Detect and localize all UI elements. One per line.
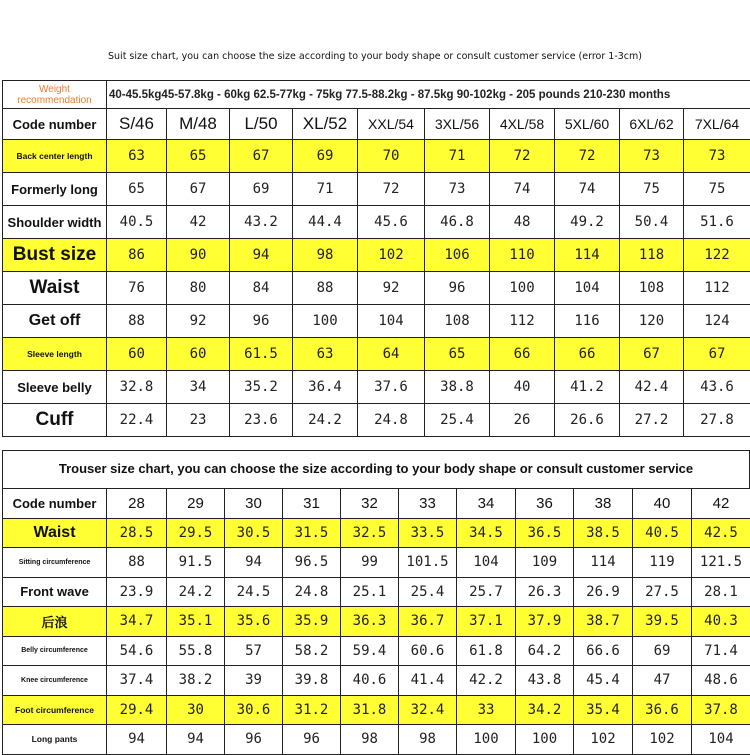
suit-measure-value: 26 — [490, 404, 555, 437]
trouser-measure-value: 55.8 — [167, 636, 225, 666]
trouser-measure-value: 60.6 — [399, 636, 457, 666]
trouser-measure-value: 35.1 — [167, 607, 225, 637]
suit-measure-label: Bust size — [3, 239, 107, 272]
trouser-measure-value: 29.5 — [167, 518, 225, 548]
trouser-measure-label: Sitting circumference — [3, 548, 107, 578]
suit-measure-value: 110 — [490, 239, 555, 272]
trouser-code-label: Code number — [3, 489, 107, 519]
suit-measure-value: 75 — [684, 173, 750, 206]
trouser-measure-value: 121.5 — [692, 548, 750, 578]
trouser-measure-value: 88 — [107, 548, 167, 578]
trouser-measure-value: 38.7 — [574, 607, 633, 637]
suit-measure-value: 63 — [293, 338, 358, 371]
trouser-measure-value: 36.6 — [633, 695, 692, 725]
suit-size-code: 3XL/56 — [425, 109, 490, 140]
suit-measure-value: 92 — [167, 305, 230, 338]
suit-measure-label: Waist — [3, 272, 107, 305]
suit-measure-value: 37.6 — [358, 371, 425, 404]
suit-measure-value: 94 — [230, 239, 293, 272]
suit-measure-value: 24.8 — [358, 404, 425, 437]
suit-measure-value: 102 — [358, 239, 425, 272]
suit-measure-value: 42.4 — [620, 371, 684, 404]
trouser-measure-value: 33.5 — [399, 518, 457, 548]
suit-measure-value: 112 — [490, 305, 555, 338]
trouser-chart-note: Trouser size chart, you can choose the size according to your body shape or consult customer service — [3, 451, 749, 476]
trouser-measure-value: 104 — [692, 725, 750, 755]
suit-measure-value: 76 — [107, 272, 167, 305]
trouser-measure-value: 30 — [167, 695, 225, 725]
suit-size-code: 6XL/62 — [620, 109, 684, 140]
trouser-measure-value: 35.6 — [225, 607, 283, 637]
suit-measure-row — [3, 173, 750, 206]
suit-measure-value: 71 — [425, 140, 490, 173]
trouser-measure-value: 34.7 — [107, 607, 167, 637]
trouser-size-code: 29 — [167, 489, 225, 519]
trouser-measure-value: 96 — [225, 725, 283, 755]
trouser-measure-label: Front wave — [3, 577, 107, 607]
trouser-size-code: 32 — [341, 489, 399, 519]
suit-size-code: 4XL/58 — [490, 109, 555, 140]
trouser-size-code: 36 — [516, 489, 574, 519]
suit-measure-row — [3, 338, 750, 371]
suit-measure-value: 61.5 — [230, 338, 293, 371]
suit-measure-value: 34 — [167, 371, 230, 404]
trouser-measure-value: 25.1 — [341, 577, 399, 607]
suit-measure-value: 49.2 — [555, 206, 620, 239]
trouser-size-code: 38 — [574, 489, 633, 519]
suit-measure-label: Shoulder width — [3, 206, 107, 239]
suit-measure-label: Sleeve belly — [3, 371, 107, 404]
suit-measure-value: 42 — [167, 206, 230, 239]
trouser-size-code: 30 — [225, 489, 283, 519]
trouser-measure-value: 58.2 — [283, 636, 341, 666]
trouser-measure-value: 48.6 — [692, 666, 750, 696]
suit-measure-value: 100 — [293, 305, 358, 338]
suit-size-code: 5XL/60 — [555, 109, 620, 140]
trouser-measure-value: 31.2 — [283, 695, 341, 725]
suit-measure-value: 27.2 — [620, 404, 684, 437]
suit-code-label: Code number — [3, 109, 107, 140]
suit-measure-value: 66 — [490, 338, 555, 371]
suit-size-code: 7XL/64 — [684, 109, 750, 140]
suit-measure-value: 45.6 — [358, 206, 425, 239]
suit-measure-value: 24.2 — [293, 404, 358, 437]
trouser-measure-value: 66.6 — [574, 636, 633, 666]
suit-measure-row — [3, 404, 750, 437]
suit-measure-value: 60 — [167, 338, 230, 371]
trouser-measure-row — [3, 695, 750, 725]
suit-measure-value: 73 — [620, 140, 684, 173]
suit-measure-value: 71 — [293, 173, 358, 206]
suit-measure-value: 65 — [107, 173, 167, 206]
suit-code-row — [3, 109, 750, 140]
trouser-measure-value: 45.4 — [574, 666, 633, 696]
suit-measure-row — [3, 206, 750, 239]
trouser-measure-value: 29.4 — [107, 695, 167, 725]
trouser-measure-value: 37.9 — [516, 607, 574, 637]
trouser-measure-value: 59.4 — [341, 636, 399, 666]
suit-measure-value: 90 — [167, 239, 230, 272]
suit-measure-value: 74 — [555, 173, 620, 206]
suit-measure-value: 50.4 — [620, 206, 684, 239]
trouser-measure-value: 69 — [633, 636, 692, 666]
trouser-size-code: 34 — [457, 489, 516, 519]
weight-label-line2: recommendation — [3, 95, 106, 106]
suit-measure-value: 92 — [358, 272, 425, 305]
suit-measure-value: 70 — [358, 140, 425, 173]
trouser-measure-value: 36.5 — [516, 518, 574, 548]
trouser-measure-value: 37.4 — [107, 666, 167, 696]
trouser-measure-value: 102 — [574, 725, 633, 755]
suit-measure-value: 88 — [107, 305, 167, 338]
suit-measure-value: 67 — [230, 140, 293, 173]
trouser-measure-value: 40.6 — [341, 666, 399, 696]
trouser-measure-value: 54.6 — [107, 636, 167, 666]
trouser-measure-value: 61.8 — [457, 636, 516, 666]
trouser-measure-value: 33 — [457, 695, 516, 725]
trouser-measure-value: 31.8 — [341, 695, 399, 725]
weight-label-line1: Weight — [3, 84, 106, 95]
suit-measure-value: 84 — [230, 272, 293, 305]
suit-measure-label: Get off — [3, 305, 107, 338]
trouser-measure-value: 32.4 — [399, 695, 457, 725]
suit-measure-value: 63 — [107, 140, 167, 173]
suit-measure-value: 36.4 — [293, 371, 358, 404]
suit-measure-value: 67 — [167, 173, 230, 206]
suit-measure-value: 118 — [620, 239, 684, 272]
trouser-measure-value: 34.2 — [516, 695, 574, 725]
suit-measure-row — [3, 239, 750, 272]
trouser-measure-value: 26.3 — [516, 577, 574, 607]
trouser-measure-value: 98 — [341, 725, 399, 755]
trouser-measure-value: 98 — [399, 725, 457, 755]
trouser-size-code: 42 — [692, 489, 750, 519]
trouser-measure-value: 37.8 — [692, 695, 750, 725]
suit-measure-label: Cuff — [3, 404, 107, 437]
suit-measure-value: 23 — [167, 404, 230, 437]
suit-measure-value: 22.4 — [107, 404, 167, 437]
suit-measure-value: 108 — [425, 305, 490, 338]
trouser-measure-label: Knee circumference — [3, 666, 107, 696]
trouser-measure-value: 31.5 — [283, 518, 341, 548]
trouser-measure-value: 57 — [225, 636, 283, 666]
trouser-measure-value: 102 — [633, 725, 692, 755]
suit-measure-value: 116 — [555, 305, 620, 338]
suit-measure-value: 114 — [555, 239, 620, 272]
trouser-measure-value: 32.5 — [341, 518, 399, 548]
trouser-measure-value: 47 — [633, 666, 692, 696]
trouser-measure-value: 36.3 — [341, 607, 399, 637]
trouser-measure-value: 42.5 — [692, 518, 750, 548]
suit-measure-value: 48 — [490, 206, 555, 239]
suit-measure-value: 46.8 — [425, 206, 490, 239]
trouser-measure-value: 38.2 — [167, 666, 225, 696]
suit-measure-value: 69 — [293, 140, 358, 173]
trouser-measure-value: 64.2 — [516, 636, 574, 666]
suit-measure-value: 75 — [620, 173, 684, 206]
suit-size-table — [2, 80, 750, 437]
trouser-measure-row — [3, 636, 750, 666]
suit-size-code: XL/52 — [293, 109, 358, 140]
weight-recommendation-row — [3, 81, 750, 109]
suit-measure-value: 23.6 — [230, 404, 293, 437]
trouser-measure-value: 100 — [457, 725, 516, 755]
trouser-size-code: 28 — [107, 489, 167, 519]
trouser-measure-value: 23.9 — [107, 577, 167, 607]
trouser-measure-value: 99 — [341, 548, 399, 578]
suit-measure-value: 100 — [490, 272, 555, 305]
suit-measure-value: 86 — [107, 239, 167, 272]
trouser-size-code: 33 — [399, 489, 457, 519]
suit-measure-value: 106 — [425, 239, 490, 272]
trouser-measure-value: 24.8 — [283, 577, 341, 607]
trouser-measure-value: 42.2 — [457, 666, 516, 696]
trouser-measure-label: Long pants — [3, 725, 107, 755]
suit-measure-value: 74 — [490, 173, 555, 206]
trouser-measure-value: 104 — [457, 548, 516, 578]
trouser-measure-label: Belly circumference — [3, 636, 107, 666]
suit-measure-value: 66 — [555, 338, 620, 371]
suit-measure-value: 32.8 — [107, 371, 167, 404]
suit-measure-value: 26.6 — [555, 404, 620, 437]
suit-measure-value: 67 — [620, 338, 684, 371]
trouser-measure-value: 39 — [225, 666, 283, 696]
suit-measure-value: 64 — [358, 338, 425, 371]
suit-measure-value: 43.6 — [684, 371, 750, 404]
trouser-measure-value: 40.5 — [633, 518, 692, 548]
suit-measure-row — [3, 305, 750, 338]
suit-measure-value: 104 — [555, 272, 620, 305]
trouser-measure-value: 39.8 — [283, 666, 341, 696]
suit-measure-value: 72 — [490, 140, 555, 173]
suit-measure-value: 44.4 — [293, 206, 358, 239]
suit-measure-value: 41.2 — [555, 371, 620, 404]
suit-measure-value: 43.2 — [230, 206, 293, 239]
suit-measure-value: 38.8 — [425, 371, 490, 404]
suit-size-code: L/50 — [230, 109, 293, 140]
trouser-measure-value: 96 — [283, 725, 341, 755]
suit-measure-label: Back center length — [3, 140, 107, 173]
suit-measure-value: 104 — [358, 305, 425, 338]
suit-measure-row — [3, 371, 750, 404]
trouser-measure-value: 35.4 — [574, 695, 633, 725]
suit-measure-value: 112 — [684, 272, 750, 305]
trouser-measure-value: 43.8 — [516, 666, 574, 696]
trouser-measure-value: 27.5 — [633, 577, 692, 607]
trouser-measure-value: 25.7 — [457, 577, 516, 607]
weight-ranges: 40-45.5kg45-57.8kg - 60kg 62.5-77kg - 75kg 77.5-88.2kg - 87.5kg 90-102kg - 205 pounds 210-230 months — [107, 81, 750, 109]
trouser-measure-value: 91.5 — [167, 548, 225, 578]
trouser-measure-value: 37.1 — [457, 607, 516, 637]
suit-measure-value: 51.6 — [684, 206, 750, 239]
suit-measure-value: 88 — [293, 272, 358, 305]
trouser-measure-value: 94 — [167, 725, 225, 755]
trouser-size-code: 40 — [633, 489, 692, 519]
suit-measure-value: 27.8 — [684, 404, 750, 437]
trouser-measure-row — [3, 548, 750, 578]
suit-measure-value: 35.2 — [230, 371, 293, 404]
trouser-measure-row — [3, 607, 750, 637]
trouser-measure-value: 38.5 — [574, 518, 633, 548]
trouser-measure-value: 71.4 — [692, 636, 750, 666]
suit-measure-value: 69 — [230, 173, 293, 206]
trouser-measure-value: 100 — [516, 725, 574, 755]
trouser-measure-value: 28.1 — [692, 577, 750, 607]
suit-size-code: XXL/54 — [358, 109, 425, 140]
trouser-measure-value: 96.5 — [283, 548, 341, 578]
suit-size-code: M/48 — [167, 109, 230, 140]
trouser-measure-label: Foot circumference — [3, 695, 107, 725]
trouser-measure-value: 94 — [107, 725, 167, 755]
trouser-measure-value: 24.5 — [225, 577, 283, 607]
suit-measure-value: 80 — [167, 272, 230, 305]
trouser-measure-value: 30.6 — [225, 695, 283, 725]
suit-measure-value: 60 — [107, 338, 167, 371]
trouser-measure-value: 30.5 — [225, 518, 283, 548]
suit-measure-value: 25.4 — [425, 404, 490, 437]
suit-measure-value: 72 — [555, 140, 620, 173]
trouser-measure-row — [3, 518, 750, 548]
suit-measure-value: 96 — [230, 305, 293, 338]
suit-measure-value: 73 — [425, 173, 490, 206]
trouser-measure-value: 26.9 — [574, 577, 633, 607]
trouser-code-row — [3, 489, 750, 519]
suit-measure-value: 98 — [293, 239, 358, 272]
trouser-size-code: 31 — [283, 489, 341, 519]
trouser-measure-value: 25.4 — [399, 577, 457, 607]
suit-measure-value: 96 — [425, 272, 490, 305]
suit-measure-value: 65 — [167, 140, 230, 173]
suit-measure-label: Formerly long — [3, 173, 107, 206]
trouser-measure-value: 94 — [225, 548, 283, 578]
trouser-measure-value: 41.4 — [399, 666, 457, 696]
trouser-measure-row — [3, 577, 750, 607]
trouser-chart-header — [2, 450, 750, 489]
trouser-measure-value: 109 — [516, 548, 574, 578]
suit-chart-note: Suit size chart, you can choose the size according to your body shape or consult customer service (error 1-3cm) — [0, 51, 750, 62]
suit-measure-row — [3, 272, 750, 305]
trouser-measure-value: 114 — [574, 548, 633, 578]
trouser-measure-value: 36.7 — [399, 607, 457, 637]
suit-measure-label: Sleeve length — [3, 338, 107, 371]
suit-measure-value: 73 — [684, 140, 750, 173]
weight-recommendation-label — [3, 81, 107, 109]
suit-measure-value: 65 — [425, 338, 490, 371]
suit-measure-value: 72 — [358, 173, 425, 206]
suit-measure-value: 108 — [620, 272, 684, 305]
suit-measure-value: 40 — [490, 371, 555, 404]
trouser-size-table — [2, 488, 750, 755]
trouser-measure-label: 后浪 — [3, 607, 107, 637]
trouser-measure-label: Waist — [3, 518, 107, 548]
trouser-measure-value: 39.5 — [633, 607, 692, 637]
trouser-measure-value: 34.5 — [457, 518, 516, 548]
trouser-measure-value: 28.5 — [107, 518, 167, 548]
trouser-measure-row — [3, 666, 750, 696]
suit-measure-row — [3, 140, 750, 173]
suit-measure-value: 120 — [620, 305, 684, 338]
trouser-measure-value: 119 — [633, 548, 692, 578]
suit-measure-value: 124 — [684, 305, 750, 338]
trouser-measure-value: 101.5 — [399, 548, 457, 578]
trouser-measure-value: 40.3 — [692, 607, 750, 637]
trouser-measure-value: 24.2 — [167, 577, 225, 607]
suit-measure-value: 122 — [684, 239, 750, 272]
suit-measure-value: 67 — [684, 338, 750, 371]
trouser-measure-value: 35.9 — [283, 607, 341, 637]
suit-measure-value: 40.5 — [107, 206, 167, 239]
suit-size-code: S/46 — [107, 109, 167, 140]
